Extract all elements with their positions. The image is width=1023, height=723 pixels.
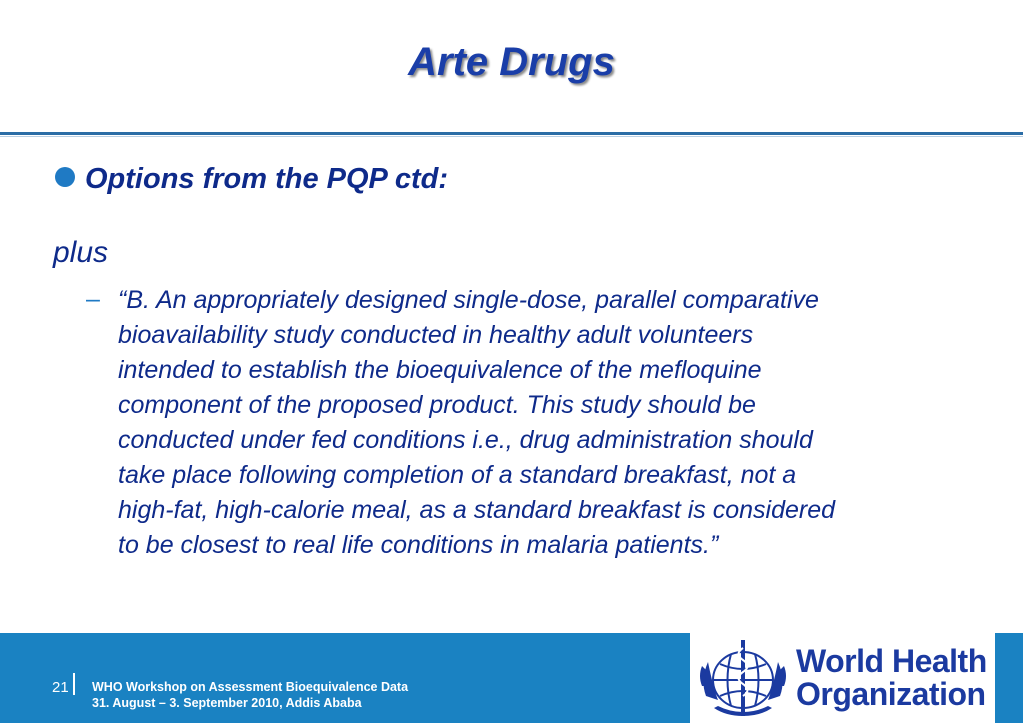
who-name-line-1: World Health	[796, 643, 987, 679]
footer-line-2: 31. August – 3. September 2010, Addis Ababa	[92, 696, 362, 710]
page-number: 21	[52, 679, 69, 696]
title-divider	[0, 132, 1023, 135]
plus-text: plus	[53, 236, 109, 269]
page-separator	[73, 673, 75, 695]
who-organization-name	[796, 645, 987, 711]
bullet-dot-icon	[55, 167, 75, 187]
slide-title: Arte Drugs	[408, 40, 615, 84]
bullet-text: Options from the PQP ctd:	[85, 163, 449, 195]
dash-marker: –	[86, 285, 100, 313]
footer-caption	[92, 679, 408, 711]
footer-line-1: WHO Workshop on Assessment Bioequivalence Data	[92, 680, 409, 694]
bullet-item	[55, 163, 448, 196]
title-divider-shadow	[0, 136, 1023, 137]
who-emblem-icon	[696, 636, 790, 720]
quote-text: “B. An appropriately designed single-dose, parallel comparative bioavailability study conducted in healthy adult volunteers intended to establish the bioequivalence of the mefloquine component of the proposed product. This study should be conducted under fed conditions i.e., drug administration should take place following completion of a standard breakfast, not a high-fat, high-calorie meal, as a standard breakfast is considered to be closest to real life conditions in malaria patients.”	[118, 286, 836, 559]
who-name-line-2: Organization	[796, 676, 986, 712]
